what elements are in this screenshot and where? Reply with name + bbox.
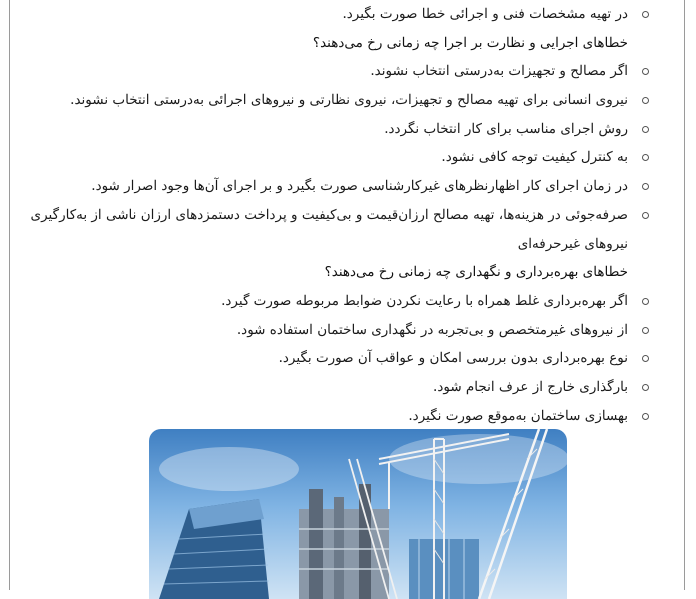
list-item: بارگذاری خارج از عرف انجام شود. bbox=[68, 373, 628, 402]
list-item: در زمان اجرای کار اظهارنظرهای غیرکارشناسی صورت بگیرد و بر اجرای آن‌ها وجود اصرار شود. bbox=[68, 172, 628, 201]
list-item: بهسازی ساختمان به‌موقع صورت نگیرد. bbox=[68, 402, 628, 431]
list-item: در تهیه مشخصات فنی و اجرائی خطا صورت بگیرد. bbox=[68, 0, 628, 29]
section-heading: خطاهای بهره‌برداری و نگهداری چه زمانی رخ می‌دهند؟ bbox=[324, 264, 628, 281]
list-item: اگر مصالح و تجهیزات به‌درستی انتخاب نشوند. bbox=[68, 57, 628, 86]
list-item: اگر بهره‌برداری غلط همراه با رعایت نکردن ضوابط مربوطه صورت گیرد. bbox=[68, 287, 628, 316]
section-heading: خطاهای اجرایی و نظارت بر اجرا چه زمانی رخ می‌دهند؟ bbox=[312, 34, 628, 51]
list-item-continuation: نیروهای غیرحرفه‌ای bbox=[517, 235, 628, 252]
list-item: نوع بهره‌برداری بدون بررسی امکان و عواقب آن صورت بگیرد. bbox=[68, 344, 628, 373]
list-item: از نیروهای غیرمتخصص و بی‌تجربه در نگهداری ساختمان استفاده شود. bbox=[68, 316, 628, 345]
list-item: روش اجرای مناسب برای کار انتخاب نگردد. bbox=[68, 115, 628, 144]
list-item: نیروی انسانی برای تهیه مصالح و تجهیزات، نیروی نظارتی و نیروهای اجرائی به‌درستی انتخاب نشوند. bbox=[68, 86, 628, 115]
document-body bbox=[30, 0, 628, 430]
list-item: به کنترل کیفیت توجه کافی نشود. bbox=[68, 143, 628, 172]
list-item: صرفه‌جوئی در هزینه‌ها، تهیه مصالح ارزان‌قیمت و بی‌کیفیت و پرداخت دستمزدهای ارزان ناشی از به‌کارگیری bbox=[68, 201, 628, 230]
document-page bbox=[9, 0, 685, 590]
construction-illustration bbox=[149, 429, 567, 599]
construction-photo bbox=[149, 429, 567, 599]
